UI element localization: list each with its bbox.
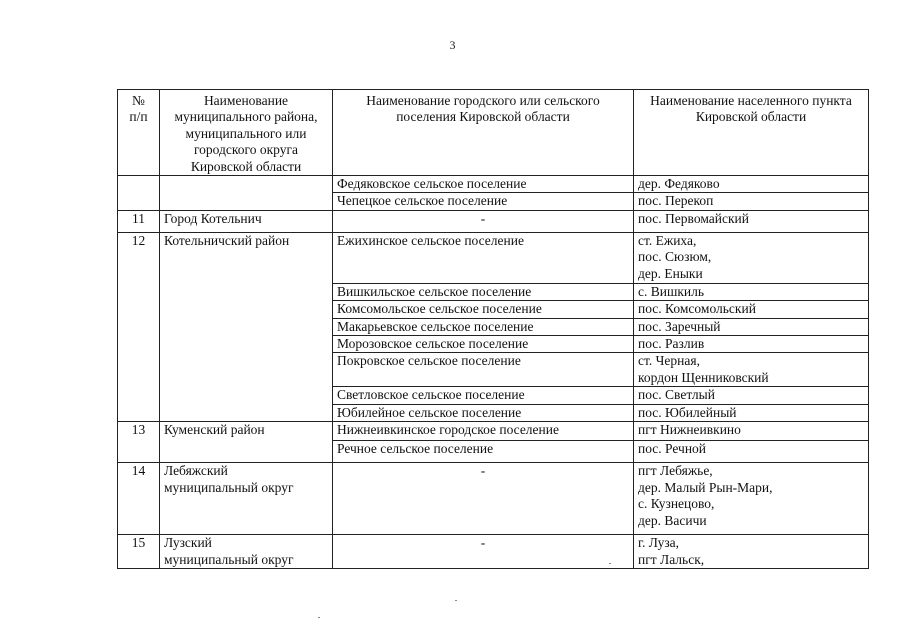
- table-row: [118, 535, 869, 569]
- locality-cell: пгт Лебяжье, дер. Малый Рын-Мари, с. Кузнецово, дер. Васичи: [634, 463, 869, 535]
- locality-cell: с. Вишкиль: [634, 283, 869, 300]
- locality-cell: пос. Первомайский: [634, 210, 869, 232]
- settlement-cell: Ежихинское сельское поселение: [333, 232, 634, 283]
- district-cell: Куменский район: [160, 422, 333, 463]
- locality-cell: пос. Заречный: [634, 318, 869, 335]
- locality-cell: пос. Речной: [634, 441, 869, 463]
- locality-cell: пос. Комсомольский: [634, 301, 869, 318]
- header-settlement: Наименование городского или сельского поселения Кировской области: [333, 90, 634, 176]
- locality-cell: пос. Светлый: [634, 387, 869, 404]
- table-row: [118, 463, 869, 535]
- row-number-cell: [118, 176, 160, 211]
- locality-cell: ст. Черная, кордон Щенниковский: [634, 353, 869, 387]
- settlement-cell: Юбилейное сельское поселение: [333, 404, 634, 421]
- district-cell: Котельничский район: [160, 232, 333, 421]
- locality-cell: ст. Ежиха, пос. Сюзюм, дер. Еныки: [634, 232, 869, 283]
- row-number-cell: 15: [118, 535, 160, 569]
- settlement-cell: Чепецкое сельское поселение: [333, 193, 634, 210]
- settlement-cell: Федяковское сельское поселение: [333, 176, 634, 193]
- table-row: [118, 422, 869, 441]
- settlement-cell: Морозовское сельское поселение: [333, 336, 634, 353]
- table-row: [118, 232, 869, 283]
- scan-speck: [455, 600, 457, 601]
- row-number-cell: 11: [118, 210, 160, 232]
- settlements-table: [117, 89, 869, 569]
- settlement-cell: Речное сельское поселение: [333, 441, 634, 463]
- row-number-cell: 12: [118, 232, 160, 421]
- settlement-cell: Вишкильское сельское поселение: [333, 283, 634, 300]
- locality-cell: пос. Перекоп: [634, 193, 869, 210]
- settlement-cell: -: [333, 210, 634, 232]
- table-header-row: [118, 90, 869, 176]
- district-cell: [160, 176, 333, 211]
- district-cell: Лебяжский муниципальный округ: [160, 463, 333, 535]
- table-row: [118, 210, 869, 232]
- settlement-cell: -: [333, 463, 634, 535]
- table-row: [118, 176, 869, 193]
- scan-speck: [609, 563, 611, 564]
- header-number: № п/п: [118, 90, 160, 176]
- locality-cell: г. Луза, пгт Лальск,: [634, 535, 869, 569]
- settlement-cell: Светловское сельское поселение: [333, 387, 634, 404]
- settlement-cell: Покровское сельское поселение: [333, 353, 634, 387]
- scan-speck: [318, 617, 320, 618]
- row-number-cell: 14: [118, 463, 160, 535]
- header-locality: Наименование населенного пункта Кировской области: [634, 90, 869, 176]
- locality-cell: пгт Нижнеивкино: [634, 422, 869, 441]
- settlement-cell: Комсомольское сельское поселение: [333, 301, 634, 318]
- settlement-cell: -: [333, 535, 634, 569]
- row-number-cell: 13: [118, 422, 160, 463]
- settlement-cell: Нижнеивкинское городское поселение: [333, 422, 634, 441]
- locality-cell: пос. Юбилейный: [634, 404, 869, 421]
- settlement-cell: Макарьевское сельское поселение: [333, 318, 634, 335]
- district-cell: Город Котельнич: [160, 210, 333, 232]
- district-cell: Лузский муниципальный округ: [160, 535, 333, 569]
- header-district: Наименование муниципального района, муниципального или городского округа Кировской области: [160, 90, 333, 176]
- locality-cell: дер. Федяково: [634, 176, 869, 193]
- locality-cell: пос. Разлив: [634, 336, 869, 353]
- page-number: 3: [449, 38, 456, 52]
